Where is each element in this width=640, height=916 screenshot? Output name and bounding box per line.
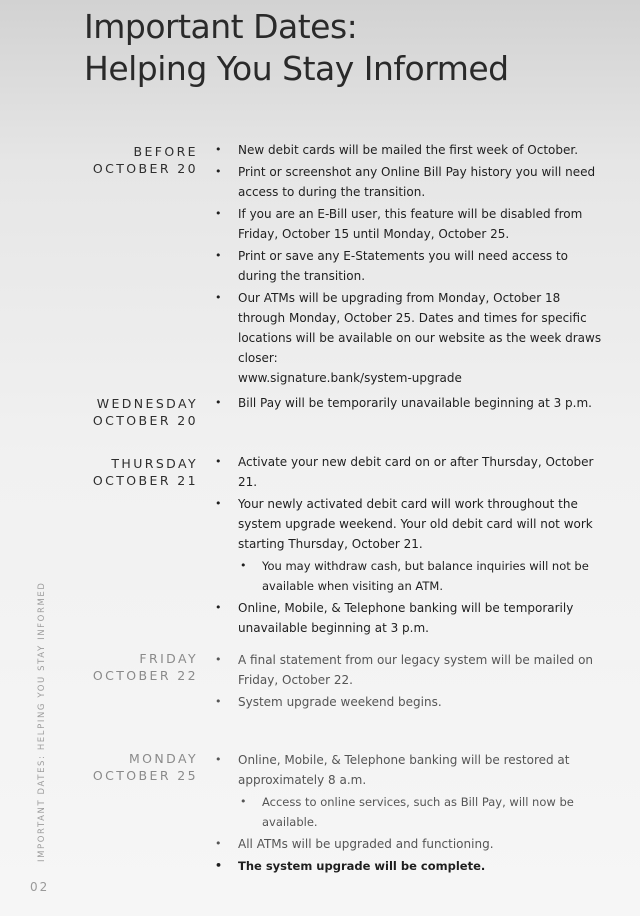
list-item: • Bill Pay will be temporarily unavailable beginning at 3 p.m. — [238, 393, 608, 413]
page-title — [84, 6, 509, 90]
title-line-1: Important Dates: — [84, 7, 358, 46]
section-date — [93, 143, 198, 177]
list-item: • System upgrade weekend begins. — [238, 692, 608, 712]
date-line-1: MONDAY — [129, 751, 198, 766]
item-list — [238, 140, 608, 390]
list-sub-item: • You may withdraw cash, but balance inquiries will not be available when visiting an ATM. — [262, 556, 608, 596]
title-line-2: Helping You Stay Informed — [84, 49, 509, 88]
section-date — [93, 650, 198, 684]
list-item: • Activate your new debit card on or after Thursday, October 21. — [238, 452, 608, 492]
date-line-2: OCTOBER 25 — [92, 768, 198, 783]
list-item: • Your newly activated debit card will work throughout the system upgrade weekend. Your old debit card will not work starting Thursday, October 21. — [238, 494, 608, 554]
list-sub-item: • Access to online services, such as Bill Pay, will now be available. — [262, 792, 608, 832]
section-date — [93, 750, 198, 784]
upgrade-link[interactable]: www.signature.bank/system-upgrade — [238, 371, 462, 385]
date-line-2: OCTOBER 20 — [92, 161, 198, 176]
date-line-2: OCTOBER 22 — [92, 668, 198, 683]
date-line-1: BEFORE — [133, 144, 198, 159]
date-line-2: OCTOBER 21 — [92, 473, 198, 488]
list-item: • Online, Mobile, & Telephone banking will be restored at approximately 8 a.m. — [238, 750, 608, 790]
list-item: • Print or screenshot any Online Bill Pay history you will need access to during the transition. — [238, 162, 608, 202]
list-item: • Print or save any E-Statements you will need access to during the transition. — [238, 246, 608, 286]
section-date — [93, 455, 198, 489]
date-line-1: WEDNESDAY — [96, 396, 198, 411]
date-line-1: FRIDAY — [139, 651, 198, 666]
sidebar-vertical-text: IMPORTANT DATES: HELPING YOU STAY INFORMED — [37, 581, 47, 862]
item-list — [238, 750, 608, 878]
list-item-text: Our ATMs will be upgrading from Monday, October 18 through Monday, October 25. Dates and times for specific locations will be available on our website as the week draws closer: — [238, 291, 602, 365]
list-item: • The system upgrade will be complete. — [238, 856, 608, 876]
date-line-2: OCTOBER 20 — [92, 413, 198, 428]
list-item: • Online, Mobile, & Telephone banking will be temporarily unavailable beginning at 3 p.m. — [238, 598, 608, 638]
section-date — [93, 395, 198, 429]
list-item: • New debit cards will be mailed the first week of October. — [238, 140, 608, 160]
item-list — [238, 393, 608, 415]
date-line-1: THURSDAY — [111, 456, 198, 471]
list-item — [238, 288, 608, 388]
list-item: • All ATMs will be upgraded and functioning. — [238, 834, 608, 854]
item-list — [238, 650, 608, 714]
page-number: 02 — [30, 880, 50, 894]
list-item: • A final statement from our legacy system will be mailed on Friday, October 22. — [238, 650, 608, 690]
item-list — [238, 452, 608, 640]
list-item: • If you are an E-Bill user, this feature will be disabled from Friday, October 15 until Monday, October 25. — [238, 204, 608, 244]
